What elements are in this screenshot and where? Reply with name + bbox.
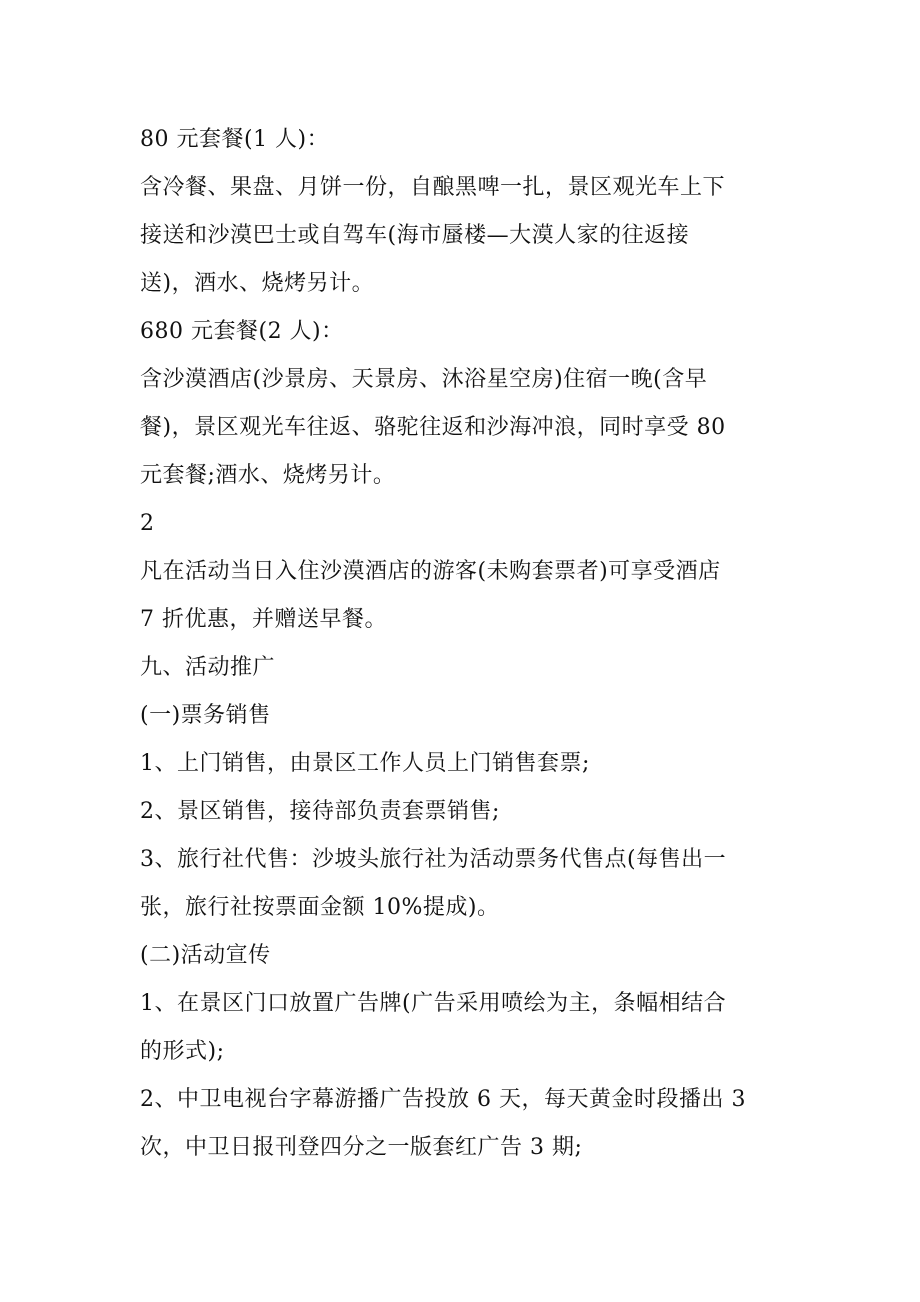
package-680-detail-line-1: 含沙漠酒店(沙景房、天景房、沐浴星空房)住宿一晚(含早 <box>140 367 708 392</box>
package-680-detail-line-3: 元套餐;酒水、烧烤另计。 <box>140 463 396 488</box>
package-80-detail-line-1: 含冷餐、果盘、月饼一份，自酿黑啤一扎，景区观光车上下 <box>140 175 726 200</box>
section-heading-promotion: 九、活动推广 <box>140 655 276 680</box>
package-680-detail-line-2: 餐)，景区观光车往返、骆驼往返和沙海冲浪，同时享受 80 <box>140 415 726 440</box>
item-number: 2 <box>140 511 155 536</box>
publicity-item-1-line-2: 的形式); <box>140 1039 225 1064</box>
hotel-offer-line-2: 7 折优惠，并赠送早餐。 <box>140 607 387 632</box>
publicity-item-1-line-1: 1、在景区门口放置广告牌(广告采用喷绘为主，条幅相结合 <box>140 991 727 1016</box>
subsection-heading-ticket-sales: (一)票务销售 <box>140 703 271 728</box>
ticket-sales-item-3-line-2: 张，旅行社按票面金额 10%提成)。 <box>140 895 500 920</box>
subsection-heading-publicity: (二)活动宣传 <box>140 943 271 968</box>
ticket-sales-item-1: 1、上门销售，由景区工作人员上门销售套票; <box>140 751 590 776</box>
ticket-sales-item-2: 2、景区销售，接待部负责套票销售; <box>140 799 500 824</box>
package-680-heading: 680 元套餐(2 人)： <box>140 319 344 344</box>
ticket-sales-item-3-line-1: 3、旅行社代售：沙坡头旅行社为活动票务代售点(每售出一 <box>140 847 727 872</box>
package-80-heading: 80 元套餐(1 人)： <box>140 127 330 152</box>
package-80-detail-line-2: 接送和沙漠巴士或自驾车(海市蜃楼—大漠人家的往返接 <box>140 223 690 248</box>
publicity-item-2-line-2: 次，中卫日报刊登四分之一版套红广告 3 期; <box>140 1135 583 1160</box>
hotel-offer-line-1: 凡在活动当日入住沙漠酒店的游客(未购套票者)可享受酒店 <box>140 559 721 584</box>
document-body <box>140 116 785 1172</box>
package-80-detail-line-3: 送)，酒水、烧烤另计。 <box>140 271 375 296</box>
publicity-item-2-line-1: 2、中卫电视台字幕游播广告投放 6 天，每天黄金时段播出 3 <box>140 1087 746 1112</box>
